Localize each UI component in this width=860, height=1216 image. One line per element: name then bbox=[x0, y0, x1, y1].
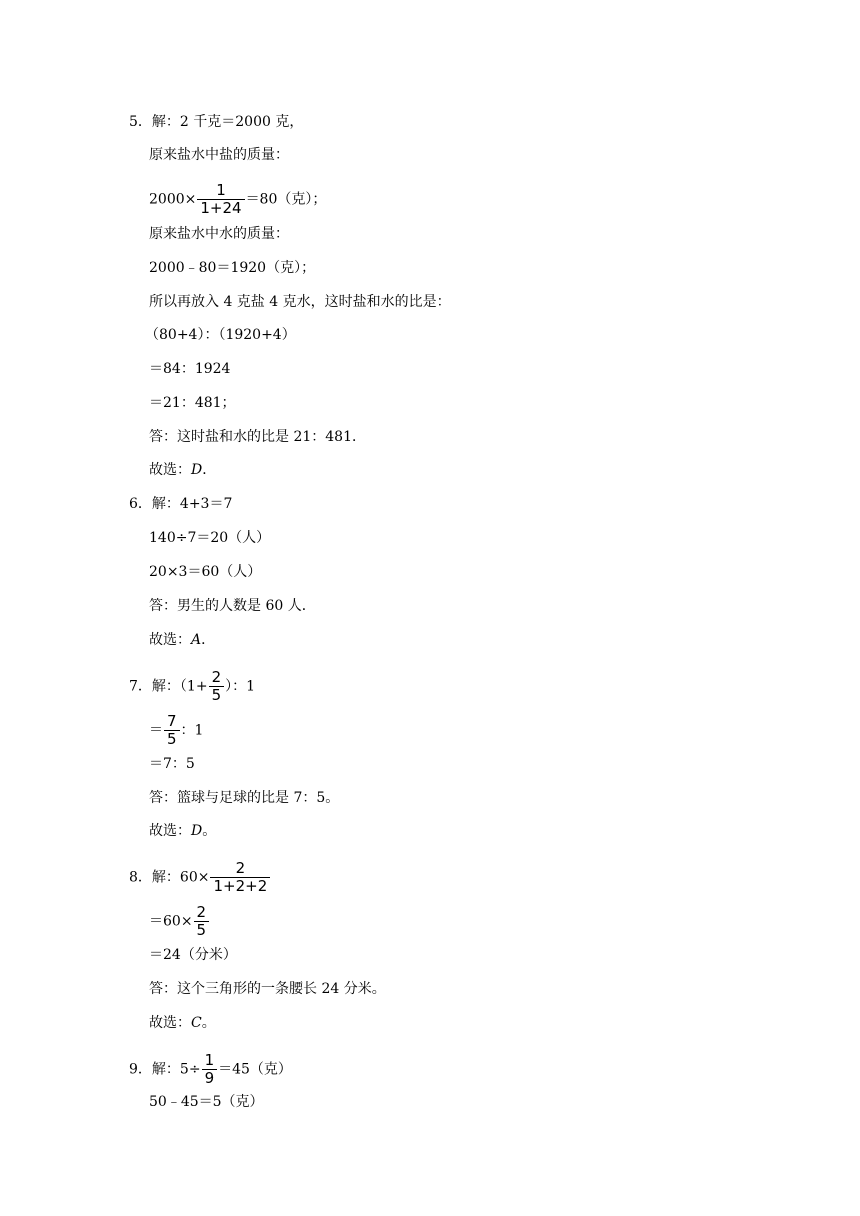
problem-number: 5． bbox=[129, 114, 152, 130]
problem-6-header bbox=[129, 495, 232, 513]
choice-label: 故选： bbox=[149, 462, 191, 478]
choice-label: 故选： bbox=[149, 823, 191, 839]
equation-text: 解：60× bbox=[151, 869, 210, 886]
choice-line bbox=[149, 822, 216, 840]
problem-number: 7． bbox=[129, 678, 152, 695]
equation-text: ＝45（克） bbox=[218, 1061, 292, 1078]
fraction-numerator: 2 bbox=[211, 668, 222, 686]
problem-7-header bbox=[129, 669, 255, 704]
answer-line: 答：这个三角形的一条腰长 24 分米。 bbox=[149, 981, 386, 997]
equation-text: ＝ bbox=[149, 722, 163, 739]
problem-number: 9． bbox=[129, 1061, 152, 1078]
equation-line bbox=[149, 904, 210, 939]
fraction-denominator: 5 bbox=[196, 921, 207, 939]
equation-line: （80+4）：（1920+4） bbox=[145, 327, 296, 343]
problem-9-header bbox=[129, 1052, 292, 1087]
fraction bbox=[194, 904, 210, 939]
equation-text: 2000× bbox=[149, 191, 197, 208]
equation-text: ：1 bbox=[180, 722, 204, 739]
equation-line: 140÷7＝20（人） bbox=[149, 530, 271, 546]
fraction-denominator: 1+24 bbox=[200, 199, 242, 217]
equation-line: 20×3＝60（人） bbox=[149, 564, 262, 580]
equation-line bbox=[149, 713, 203, 748]
choice-letter: D bbox=[191, 462, 203, 478]
equation-text: ＝60× bbox=[149, 913, 193, 930]
equation-line: ＝21：481； bbox=[149, 395, 236, 411]
fraction-denominator: 1+2+2 bbox=[213, 877, 268, 895]
solution-text: 解：2 千克＝2000 克， bbox=[151, 114, 304, 130]
problem-5-header bbox=[129, 113, 303, 131]
equation-line: ＝7：5 bbox=[149, 756, 195, 772]
equation-line: ＝84：1924 bbox=[149, 361, 231, 377]
equation-line: ＝24（分米） bbox=[149, 947, 237, 963]
problem-8-header bbox=[129, 860, 271, 895]
equation-text: ）：1 bbox=[225, 678, 256, 695]
equation-text: ＝80（克）； bbox=[245, 191, 327, 208]
choice-punct: 。 bbox=[202, 823, 217, 839]
fraction bbox=[197, 182, 244, 217]
choice-line bbox=[149, 1014, 216, 1032]
solution-line: 原来盐水中盐的质量： bbox=[149, 147, 289, 163]
choice-punct: 。 bbox=[201, 1015, 216, 1031]
equation-text: 解：（1+ bbox=[151, 678, 208, 695]
fraction-denominator: 5 bbox=[167, 730, 177, 748]
choice-letter: C bbox=[191, 1015, 202, 1031]
fraction-denominator: 5 bbox=[211, 686, 222, 704]
equation-line: 2000﹣80＝1920（克）； bbox=[149, 260, 316, 276]
fraction-denominator: 9 bbox=[204, 1069, 215, 1087]
fraction-numerator: 1 bbox=[204, 1051, 215, 1069]
answer-line: 答：这时盐和水的比是 21：481． bbox=[149, 429, 366, 445]
answer-line: 答：男生的人数是 60 人． bbox=[149, 598, 316, 614]
fraction bbox=[164, 713, 180, 748]
fraction-numerator: 2 bbox=[235, 859, 246, 877]
solution-line: 所以再放入 4 克盐 4 克水，这时盐和水的比是： bbox=[149, 294, 451, 310]
problem-number: 8． bbox=[129, 869, 152, 886]
fraction-numerator: 7 bbox=[167, 712, 177, 730]
fraction bbox=[202, 1052, 218, 1087]
equation-line: 50﹣45＝5（克） bbox=[149, 1094, 264, 1110]
solution-text: 解：4+3＝7 bbox=[151, 496, 233, 512]
problem-number: 6． bbox=[129, 496, 152, 512]
fraction-numerator: 1 bbox=[216, 181, 226, 199]
equation-line bbox=[149, 182, 326, 217]
choice-line bbox=[149, 461, 216, 479]
answer-line: 答：篮球与足球的比是 7：5。 bbox=[149, 790, 340, 806]
choice-punct: ． bbox=[201, 632, 216, 648]
equation-text: 解：5÷ bbox=[151, 1061, 201, 1078]
choice-label: 故选： bbox=[149, 1015, 191, 1031]
choice-line bbox=[149, 631, 215, 649]
fraction-numerator: 2 bbox=[196, 903, 207, 921]
solution-line: 原来盐水中水的质量： bbox=[149, 226, 289, 242]
choice-label: 故选： bbox=[149, 632, 191, 648]
fraction bbox=[209, 669, 225, 704]
choice-punct: ． bbox=[202, 462, 217, 478]
choice-letter: A bbox=[191, 632, 202, 648]
fraction bbox=[210, 860, 270, 895]
choice-letter: D bbox=[191, 823, 203, 839]
